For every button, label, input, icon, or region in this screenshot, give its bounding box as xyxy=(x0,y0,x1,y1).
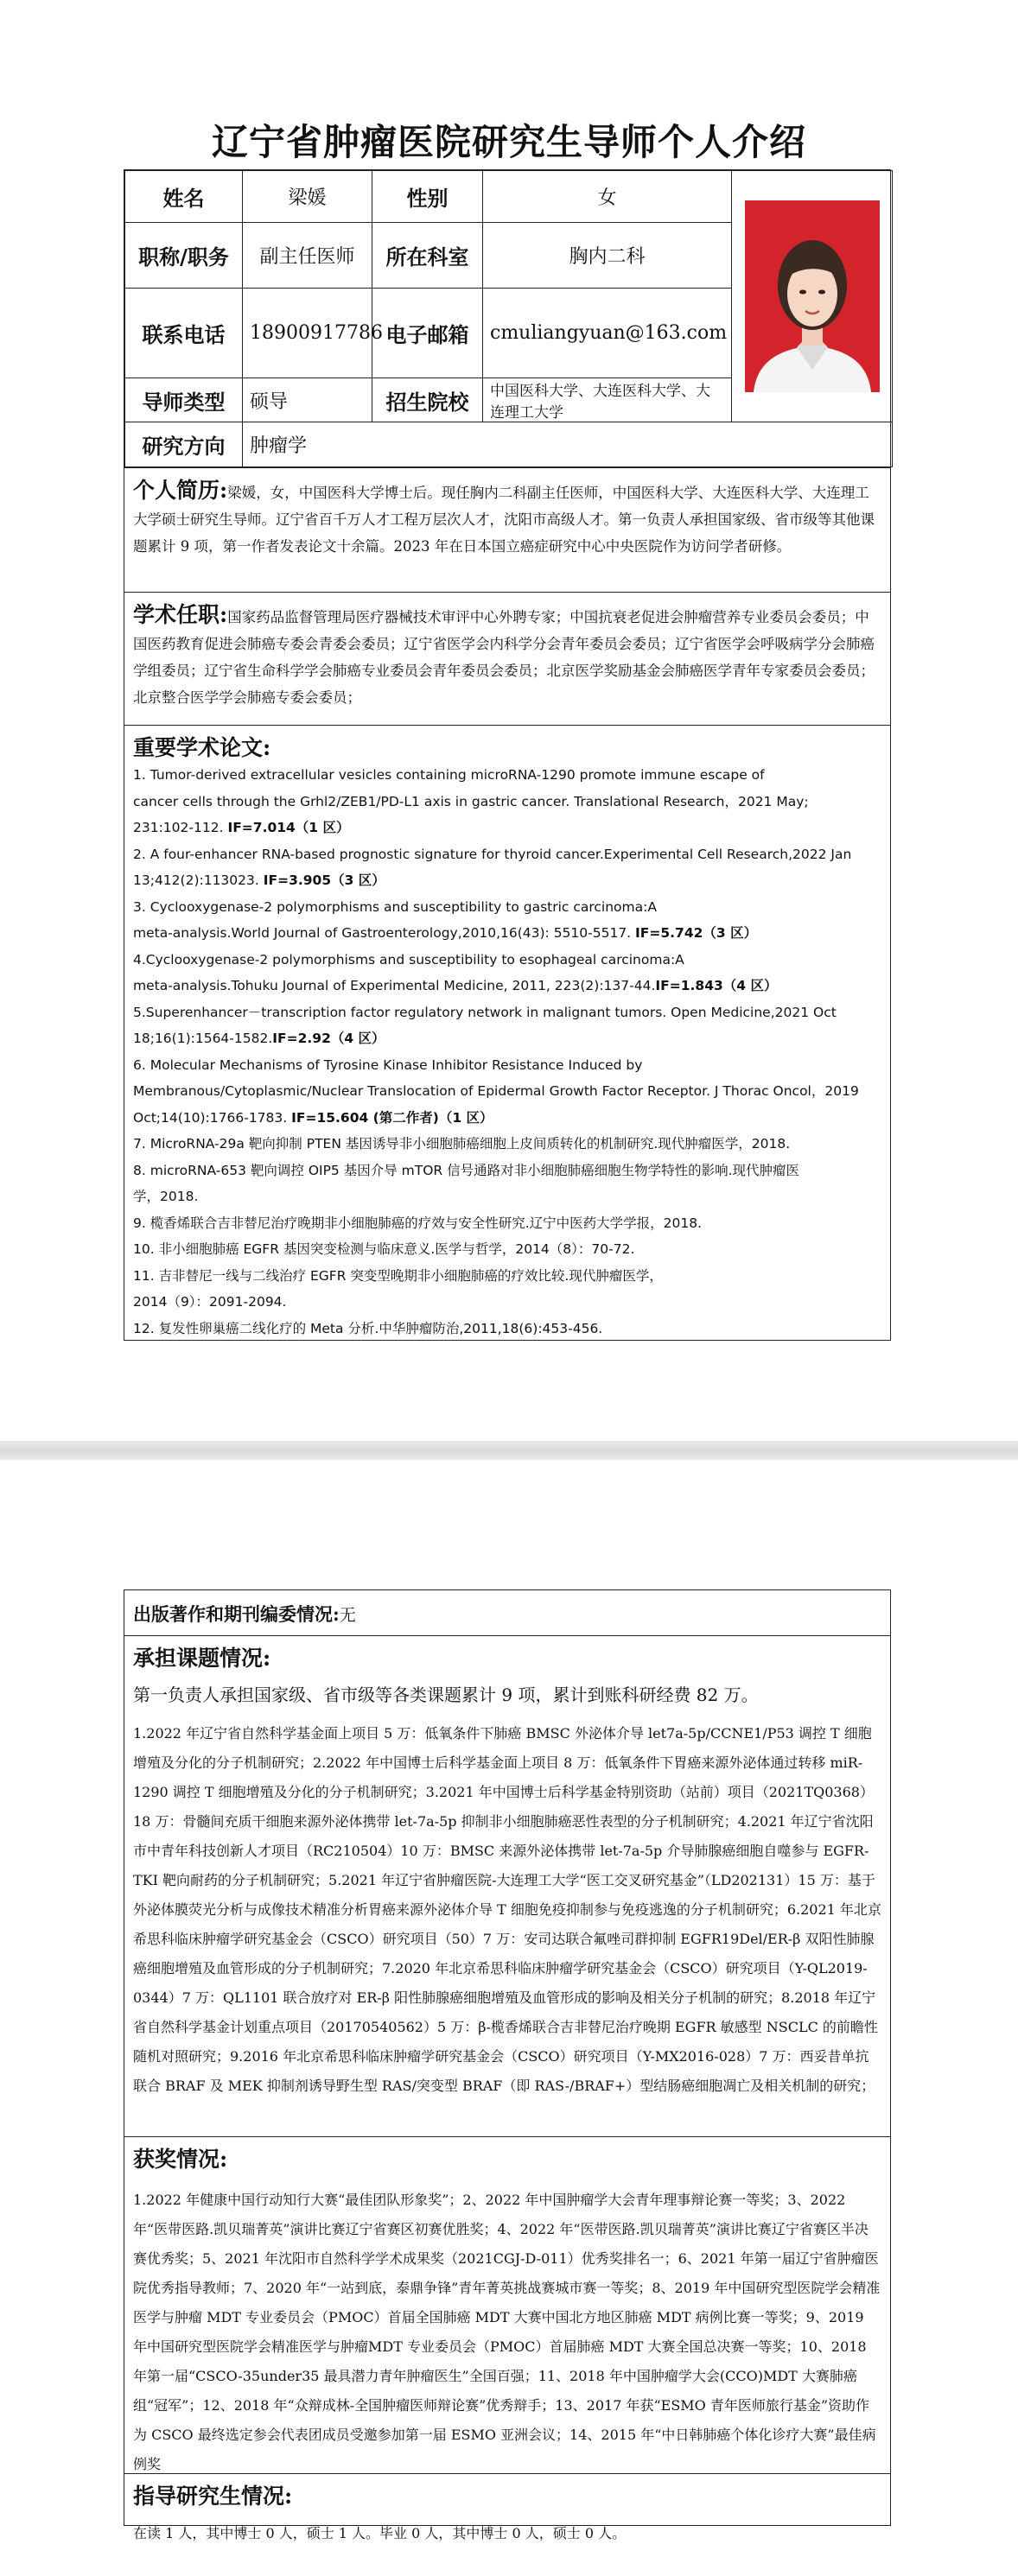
schools-label: 招生院校 xyxy=(372,378,483,422)
paper-line-text: 10. 非小细胞肺癌 EGFR 基因突变检测与临床意义.医学与哲学，2014（8）：70-72. xyxy=(133,1241,635,1257)
paper-line xyxy=(133,789,881,815)
paper-line-text: 12. 复发性卵巢癌二线化疗的 Meta 分析.中华肿瘤防治,2011,18(6):453-456. xyxy=(133,1320,603,1336)
paper-line-text: 5.Superenhancer－transcription factor regulatory network in malignant tumors. Open Medicine,2021 Oct xyxy=(133,1004,837,1020)
paper-impact-factor: IF=7.014（1 区） xyxy=(227,820,350,835)
gender-value: 女 xyxy=(483,171,732,223)
paper-impact-factor: IF=1.843（4 区） xyxy=(655,978,778,993)
dept-value: 胸内二科 xyxy=(483,223,732,289)
paper-line-text: 7. MicroRNA-29a 靶向抑制 PTEN 基因诱导非小细胞肺癌细胞上皮间质转化的机制研究.现代肿瘤医学，2018. xyxy=(133,1136,791,1152)
paper-line xyxy=(133,894,881,921)
paper-line-text: 11. 吉非替尼一线与二线治疗 EGFR 突变型晚期非小细胞肺癌的疗效比较.现代肿瘤医学， xyxy=(133,1267,663,1284)
portrait-photo xyxy=(732,171,893,422)
paper-line-text: 2014（9）：2091-2094. xyxy=(133,1294,287,1310)
paper-line xyxy=(133,1210,881,1237)
publications-value: 无 xyxy=(339,1606,356,1625)
bio-text: 梁媛，女，中国医科大学博士后。现任胸内二科副主任医师，中国医科大学、大连医科大学、大连理工大学硕士研究生导师。辽宁省百千万人才工程万层次人才，沈阳市高级人才。第一负责人承担国家级、省市级等其他课题累计 9 项，第一作者发表论文十余篇。2023 年在日本国立癌症研究中心中央医院作为访问学者研修。 xyxy=(133,485,875,555)
publications-heading: 出版著作和期刊编委情况: xyxy=(133,1603,340,1625)
paper-line-text: Oct;14(10):1766-1783. xyxy=(133,1109,292,1126)
paper-line-text: 3. Cyclooxygenase-2 polymorphisms and susceptibility to gastric carcinoma:A xyxy=(133,898,657,915)
schools-value: 中国医科大学、大连医科大学、大连理工大学 xyxy=(483,378,732,422)
paper-impact-factor: IF=3.905（3 区） xyxy=(263,872,385,888)
paper-line-text: Membranous/Cytoplasmic/Nuclear Translocation of Epidermal Growth Factor Receptor. J Thorac Oncol，2019 xyxy=(133,1083,859,1099)
paper-impact-factor: IF=5.742（3 区） xyxy=(635,925,758,941)
paper-line xyxy=(133,762,881,789)
paper-line xyxy=(133,947,881,974)
basic-info-table xyxy=(124,170,893,467)
positions-text: 国家药品监督管理局医疗器械技术审评中心外聘专家；中国抗衰老促进会肿瘤营养专业委员会委员；中国医药教育促进会肺癌专委会青委会委员；辽宁省医学会内科学分会青年委员会委员；辽宁省医学会呼吸病学分会肺癌学组委员；辽宁省生命科学学会肺癌专业委员会青年委员会委员；北京医学奖励基金会肺癌医学青年专家委员会委员；北京整合医学学会肺癌专委会委员； xyxy=(133,609,875,706)
paper-line xyxy=(133,1131,881,1158)
tutor-type-label: 导师类型 xyxy=(125,378,243,422)
tutor-type-value: 硕导 xyxy=(243,378,372,422)
profile-form xyxy=(124,169,891,1341)
bio-heading: 个人简历: xyxy=(133,478,228,503)
paper-impact-factor: IF=2.92（4 区） xyxy=(272,1031,385,1046)
paper-line xyxy=(133,1158,881,1184)
paper-line-text: cancer cells through the Grhl2/ZEB1/PD-L1 axis in gastric cancer. Translational Research，2021 May; xyxy=(133,793,809,809)
paper-line-text: meta-analysis.World Journal of Gastroenterology,2010,16(43): 5510-5517. xyxy=(133,925,636,941)
paper-line-text: 8. microRNA-653 靶向调控 OIP5 基因介导 mTOR 信号通路对非小细胞肺癌细胞生物学特性的影响.现代肿瘤医 xyxy=(133,1162,800,1178)
projects-section xyxy=(124,1635,890,2136)
research-label: 研究方向 xyxy=(125,422,243,467)
research-value: 肿瘤学 xyxy=(243,422,893,467)
paper-line xyxy=(133,867,881,894)
publications-section xyxy=(124,1590,890,1635)
projects-heading: 承担课题情况: xyxy=(133,1646,271,1671)
paper-line xyxy=(133,1183,881,1210)
paper-line xyxy=(133,1289,881,1316)
paper-line-text: 学，2018. xyxy=(133,1189,199,1204)
students-text: 在读 1 人，其中博士 0 人，硕士 1 人。毕业 0 人，其中博士 0 人，硕士 0 人。 xyxy=(133,2525,627,2541)
dept-label: 所在科室 xyxy=(372,223,483,289)
papers-heading: 重要学术论文: xyxy=(133,735,271,760)
page-2 xyxy=(0,1460,1018,2576)
paper-line-text: 6. Molecular Mechanisms of Tyrosine Kinase Inhibitor Resistance Induced by xyxy=(133,1056,643,1073)
paper-line-text: 4.Cyclooxygenase-2 polymorphisms and susceptibility to esophageal carcinoma:A xyxy=(133,951,684,968)
portrait-image xyxy=(745,200,880,392)
awards-section xyxy=(124,2136,890,2473)
page-title: 辽宁省肿瘤医院研究生导师个人介绍 xyxy=(211,121,806,163)
email-value: cmuliangyuan@163.com xyxy=(483,289,732,378)
projects-text: 1.2022 年辽宁省自然科学基金面上项目 5 万：低氧条件下肺癌 BMSC 外泌体介导 let7a-5p/CCNE1/P53 调控 T 细胞增殖及分化的分子机制研究；2.2022 年中国博士后科学基金面上项目 8 万：低氧条件下胃癌来源外泌体通过转移 miR-1290 调控 T 细胞增殖及分化的分子机制研究；3.2021 年中国博士后科学基金特别资助（站前）项目（2021TQ0368）18 万：骨髓间充质干细胞来源外泌体携带 let-7a-5p 抑制非小细胞肺癌恶性表型的分子机制研究；4.2021 年辽宁省沈阳市中青年科技创新人才项目（RC210504）10 万：BMSC 来源外泌体携带 let-7a-5p 介导肺腺癌细胞自噬参与 EGFR-TKI 靶向耐药的分子机制研究；5.2021 年辽宁省肿瘤医院-大连理工大学“医工交叉研究基金”（LD202131）15 万：基于外泌体膜荧光分析与成像技术精准分析胃癌来源外泌体介导 T 细胞免疫抑制参与免疫逃逸的分子机制研究；6.2021 年北京希思科临床肿瘤学研究基金会（CSCO）研究项目（50）7 万：安司达联合氟唑司群抑制 EGFR19Del/ER-β 双阳性肺腺癌细胞增殖及血管形成的分子机制研究；7.2020 年北京希思科临床肿瘤学研究基金会（CSCO）研究项目（Y-QL2019-0344）7 万：QL1101 联合放疗对 ER-β 阳性肺腺癌细胞增殖及血管形成的影响及相关分子机制的研究；8.2018 年辽宁省自然科学基金计划重点项目（20170540562）5 万：β-榄香烯联合吉非替尼治疗晚期 EGFR 敏感型 NSCLC 的前瞻性随机对照研究；9.2016 年北京希思科临床肿瘤学研究基金会（CSCO）研究项目（Y-MX2016-028）7 万：西妥昔单抗联合 BRAF 及 MEK 抑制剂诱导野生型 RAS/突变型 BRAF（即 RAS-/BRAF+）型结肠癌细胞凋亡及相关机制的研究； xyxy=(133,1725,881,2094)
page-gap xyxy=(0,1441,1018,1460)
paper-line-text: 18;16(1):1564-1582. xyxy=(133,1031,273,1046)
paper-line xyxy=(133,815,881,841)
gender-label: 性别 xyxy=(372,171,483,223)
papers-list xyxy=(133,762,881,1342)
name-value: 梁媛 xyxy=(243,171,372,223)
paper-line xyxy=(133,973,881,999)
paper-line xyxy=(133,1105,881,1132)
paper-line xyxy=(133,1316,881,1342)
phone-label: 联系电话 xyxy=(125,289,243,378)
paper-line-text: 9. 榄香烯联合吉非替尼治疗晚期非小细胞肺癌的疗效与安全性研究.辽宁中医药大学学报，2018. xyxy=(133,1215,703,1231)
paper-line xyxy=(133,841,881,868)
profile-form-continued xyxy=(124,1589,891,2541)
paper-line-text: 13;412(2):113023. xyxy=(133,872,264,888)
name-label: 姓名 xyxy=(125,171,243,223)
title-value: 副主任医师 xyxy=(243,223,372,289)
paper-line-text: 231:102-112. xyxy=(133,820,228,835)
projects-lead: 第一负责人承担国家级、省市级等各类课题累计 9 项，累计到账科研经费 82 万。 xyxy=(133,1685,759,1705)
phone-value: 18900917786 xyxy=(243,289,372,378)
students-heading: 指导研究生情况: xyxy=(133,2484,293,2509)
paper-line xyxy=(133,920,881,947)
title-label: 职称/职务 xyxy=(125,223,243,289)
paper-impact-factor: IF=15.604 (第二作者)（1 区） xyxy=(291,1109,493,1126)
bio-section xyxy=(124,467,890,592)
paper-line xyxy=(133,1263,881,1290)
email-label: 电子邮箱 xyxy=(372,289,483,378)
students-section xyxy=(124,2473,890,2557)
paper-line xyxy=(133,1052,881,1079)
positions-section xyxy=(124,592,890,725)
paper-line-text: 1. Tumor-derived extracellular vesicles containing microRNA-1290 promote immune escape of xyxy=(133,767,765,783)
positions-heading: 学术任职: xyxy=(133,602,228,627)
awards-text: 1.2022 年健康中国行动知行大赛“最佳团队形象奖”；2、2022 年中国肿瘤学大会青年理事辩论赛一等奖；3、2022 年“医带医路.凯贝瑞菁英”演讲比赛辽宁省赛区初赛优胜奖；4、2022 年“医带医路.凯贝瑞菁英”演讲比赛辽宁省赛区半决赛优秀奖；5、2021 年沈阳市自然科学学术成果奖（2021CGJ-D-011）优秀奖排名一；6、2021 年第一届辽宁省肿瘤医院优秀指导教师；7、2020 年“一站到底，泰鼎争锋”青年菁英挑战赛城市赛一等奖；8、2019 年中国研究型医院学会精准医学与肿瘤 MDT 专业委员会（PMOC）首届全国肺癌 MDT 大赛中国北方地区肺癌 MDT 病例比赛一等奖；9、2019 年中国研究型医院学会精准医学与肿瘤MDT 专业委员会（PMOC）首届肺癌 MDT 大赛全国总决赛一等奖；10、2018 年第一届“CSCO-35under35 最具潜力青年肿瘤医生”全国百强；11、2018 年中国肿瘤学大会(CCO)MDT 大赛肺癌组“冠军”；12、2018 年“众辩成林-全国肿瘤医师辩论赛”优秀辩手；13、2017 年获“ESMO 青年医师旅行基金”资助作为 CSCO 最终选定参会代表团成员受邀参加第一届 ESMO 亚洲会议；14、2015 年“中日韩肺癌个体化诊疗大赛”最佳病例奖 xyxy=(133,2192,881,2472)
papers-section xyxy=(124,725,890,1350)
awards-heading: 获奖情况: xyxy=(133,2147,228,2172)
paper-line xyxy=(133,999,881,1026)
paper-line xyxy=(133,1025,881,1052)
paper-line-text: 2. A four-enhancer RNA-based prognostic signature for thyroid cancer.Experimental Cell Research,2022 Jan xyxy=(133,846,852,862)
paper-line xyxy=(133,1078,881,1105)
paper-line-text: meta-analysis.Tohuku Journal of Experimental Medicine, 2011, 223(2):137-44. xyxy=(133,978,656,993)
paper-line xyxy=(133,1236,881,1263)
